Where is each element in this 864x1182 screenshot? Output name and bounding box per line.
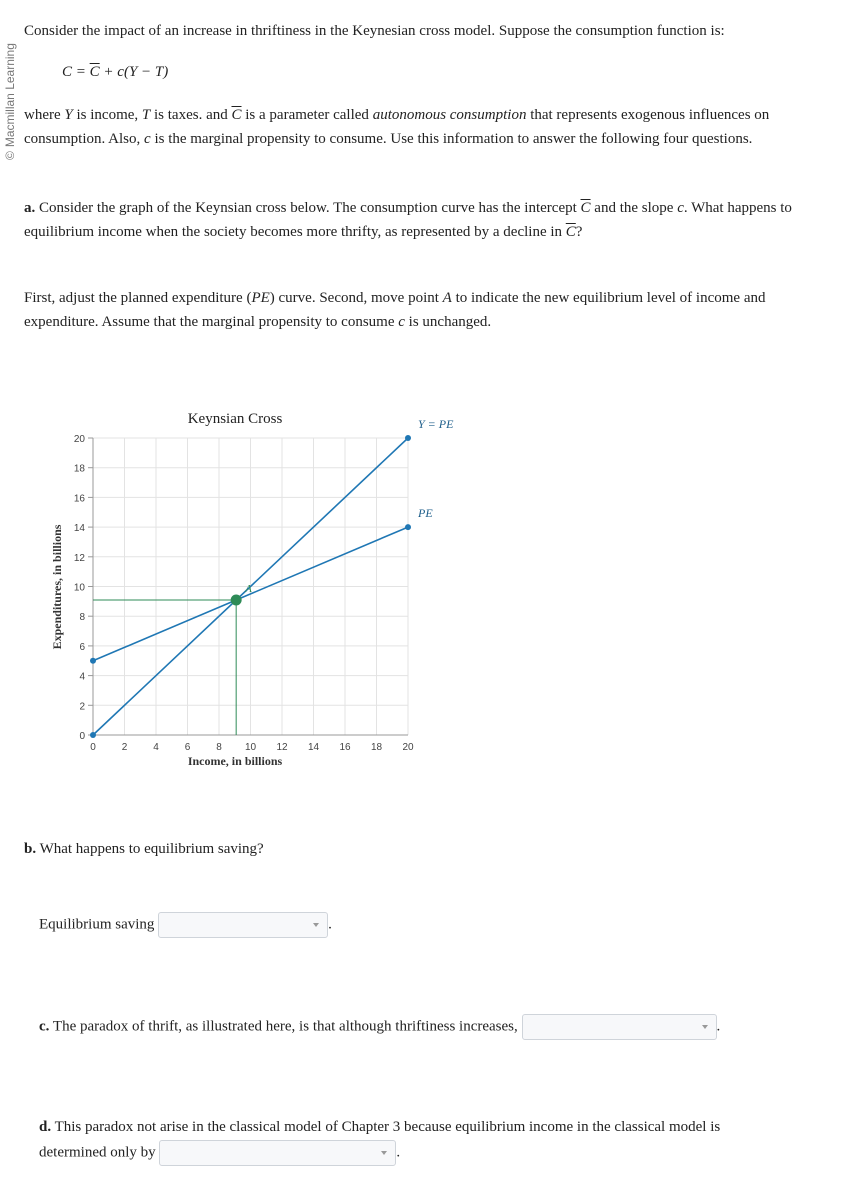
question-c: c. The paradox of thrift, as illustrated here, is that although thriftiness increases, . bbox=[39, 1014, 720, 1040]
question-b: b. What happens to equilibrium saving? bbox=[24, 841, 264, 857]
x-tick-label: 4 bbox=[153, 742, 159, 753]
equilibrium-saving-dropdown[interactable] bbox=[158, 912, 328, 938]
intro-line-1: Consider the impact of an increase in thriftiness in the Keynesian cross model. Suppose the consumption function is: bbox=[24, 23, 725, 39]
equilibrium-saving-label: Equilibrium saving bbox=[39, 916, 155, 933]
x-axis-label: Income, in billions bbox=[187, 754, 283, 768]
watermark-text: Macmillan Learning bbox=[3, 43, 17, 148]
y-tick-label: 14 bbox=[73, 523, 85, 535]
y-tick-label: 8 bbox=[79, 612, 85, 624]
y-tick-label: 10 bbox=[73, 582, 85, 594]
x-tick-label: 8 bbox=[216, 742, 222, 753]
y-tick-label: 18 bbox=[73, 463, 85, 475]
y-tick-label: 12 bbox=[73, 552, 85, 564]
x-tick-label: 10 bbox=[244, 742, 257, 753]
classical-model-dropdown[interactable] bbox=[159, 1140, 396, 1166]
x-tick-label: 16 bbox=[339, 742, 351, 753]
question-a: a. Consider the graph of the Keynsian cross below. The consumption curve has the intercept $\overline{C}$ and the slope c. What happens to equilibrium income when the society becomes more thrifty, as represented by a decline in $\overline{C}$? bbox=[24, 200, 792, 240]
x-tick-label: 20 bbox=[402, 742, 414, 753]
chevron-down-icon bbox=[381, 1151, 387, 1155]
question-d: d. This paradox not arise in the classical model of Chapter 3 because equilibrium income in the classical model is determined only by . bbox=[39, 1115, 839, 1166]
keynesian-cross-chart[interactable] bbox=[0, 390, 500, 780]
series-endpoint-start[interactable] bbox=[90, 658, 96, 664]
chevron-down-icon bbox=[313, 923, 319, 927]
x-tick-label: 6 bbox=[184, 742, 191, 753]
watermark bbox=[3, 43, 17, 160]
equilibrium-saving-row: Equilibrium saving . bbox=[39, 912, 332, 938]
y-tick-label: 0 bbox=[79, 731, 85, 742]
y-axis-label: Expenditures, in billions bbox=[50, 524, 64, 650]
y-tick-label: 6 bbox=[79, 641, 85, 653]
x-tick-label: 14 bbox=[307, 742, 320, 753]
equilibrium-point-a[interactable] bbox=[231, 595, 242, 606]
consumption-formula: $C = \overline{C} + c(Y - T)$ bbox=[62, 64, 169, 80]
series-endpoint-end[interactable] bbox=[405, 435, 411, 441]
series-endpoint-start[interactable] bbox=[90, 732, 96, 738]
copyright-icon: © bbox=[3, 151, 17, 160]
y-tick-label: 4 bbox=[79, 671, 85, 683]
series-label: Y = PE bbox=[418, 417, 454, 431]
y-tick-label: 16 bbox=[73, 493, 85, 505]
series-endpoint-end[interactable] bbox=[405, 524, 411, 530]
y-tick-label: 20 bbox=[73, 434, 85, 445]
chevron-down-icon bbox=[702, 1025, 708, 1029]
paradox-dropdown[interactable] bbox=[522, 1014, 717, 1040]
equilibrium-point-label: A bbox=[245, 583, 252, 596]
chart-title: Keynsian Cross bbox=[187, 411, 283, 427]
y-tick-label: 2 bbox=[79, 701, 85, 713]
intro-paragraph: where Y is income, T is taxes. and $\overline{C}$ is a parameter called autonomous consumption that represents exogenous influences on consumption. Also, c is the marginal propensity to consume. Use this information to answer the following four questions. bbox=[24, 107, 770, 147]
question-a-instructions: First, adjust the planned expenditure (PE) curve. Second, move point A to indicate the new equilibrium level of income and expenditure. Assume that the marginal propensity to consume c is unchanged. bbox=[24, 290, 766, 330]
x-tick-label: 18 bbox=[370, 742, 383, 753]
x-tick-label: 12 bbox=[276, 742, 288, 753]
x-tick-label: 0 bbox=[90, 742, 96, 753]
x-tick-label: 2 bbox=[121, 742, 128, 753]
series-label: PE bbox=[418, 506, 433, 521]
